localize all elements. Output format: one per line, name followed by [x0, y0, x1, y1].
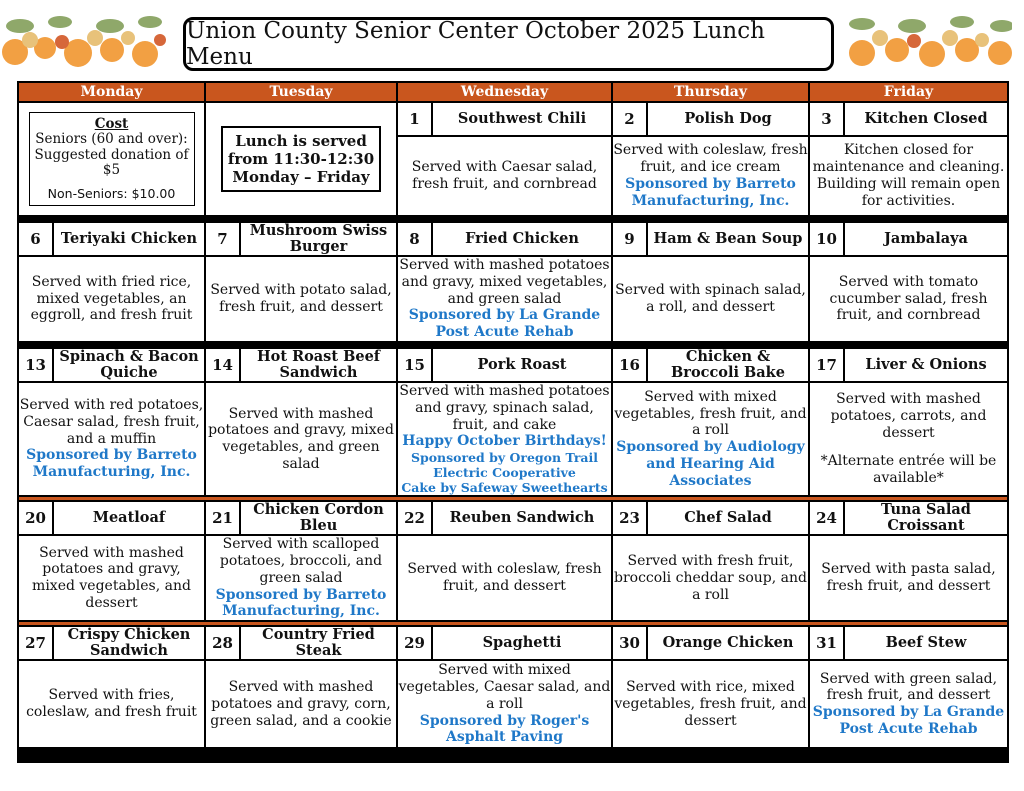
- day-description-cell: [612, 256, 809, 342]
- date-number: 16: [613, 349, 648, 381]
- day-header-cell: [612, 501, 809, 535]
- date-number: 6: [19, 223, 54, 255]
- dish-name: Southwest Chili: [457, 110, 587, 128]
- date-number: 22: [398, 502, 433, 534]
- date-number: 30: [613, 627, 648, 659]
- day-description-cell: [18, 382, 205, 496]
- date-number: 3: [810, 103, 845, 135]
- week-header-row: [18, 222, 1008, 256]
- meal-description: Served with red potatoes, Caesar salad, fresh fruit, and a muffin: [19, 397, 204, 447]
- day-header-cell: [809, 501, 1008, 535]
- cost-heading: Cost: [94, 115, 129, 132]
- meal-description: Served with spinach salad, a roll, and dessert: [615, 282, 806, 315]
- day-description-cell: [397, 136, 612, 216]
- day-header-cell: [397, 348, 612, 382]
- week-body-row: [18, 256, 1008, 342]
- dish-name: Fried Chicken: [465, 230, 579, 248]
- day-description-cell: [612, 136, 809, 216]
- day-description-cell: [205, 382, 397, 496]
- day-header-cell: [18, 348, 205, 382]
- cost-seniors: Seniors (60 and over): Suggested donation of $5: [34, 131, 189, 179]
- week-body-row: [18, 660, 1008, 748]
- week-header-row: [18, 626, 1008, 660]
- day-description-cell: [612, 535, 809, 621]
- alternate-note: *Alternate entrée will be available*: [820, 453, 997, 487]
- meal-description: Served with potato salad, fresh fruit, and dessert: [210, 282, 392, 315]
- dish-name: Ham & Bean Soup: [653, 230, 803, 248]
- pumpkin-garland-right: [842, 8, 1012, 70]
- day-header-cell: [612, 222, 809, 256]
- meal-description: Served with fried rice, mixed vegetables, an eggroll, and fresh fruit: [30, 273, 193, 324]
- date-number: 31: [810, 627, 845, 659]
- week-header-row: [18, 102, 1008, 136]
- sponsor-text: Sponsored by Audiology and Hearing Aid Associates: [616, 439, 805, 489]
- date-number: 7: [206, 223, 241, 255]
- dish-name: Pork Roast: [477, 356, 567, 374]
- sponsor-text: Sponsored by Barreto Manufacturing, Inc.: [625, 176, 796, 209]
- day-description-cell: [612, 660, 809, 748]
- date-number: 9: [613, 223, 648, 255]
- day-header-cell: [397, 222, 612, 256]
- cost-non-seniors: Non-Seniors: $10.00: [47, 185, 176, 201]
- meal-description: Served with mashed potatoes and gravy, mixed vegetables, and dessert: [32, 544, 191, 611]
- meal-description: Served with scalloped potatoes, broccoli, and green salad: [219, 536, 383, 586]
- date-number: 21: [206, 502, 241, 534]
- day-header-cell: [205, 501, 397, 535]
- date-number: 10: [810, 223, 845, 255]
- dish-name: Chicken & Broccoli Bake: [671, 348, 785, 381]
- sponsor-text: Sponsored by Barreto Manufacturing, Inc.: [26, 447, 197, 481]
- meal-description: Served with coleslaw, fresh fruit, and ice cream: [613, 142, 808, 176]
- date-number: 20: [19, 502, 54, 534]
- day-description-cell: [809, 136, 1008, 216]
- meal-description: Served with mashed potatoes and gravy, mixed vegetables, and green salad: [208, 405, 394, 472]
- dish-name: Liver & Onions: [865, 356, 987, 374]
- date-number: 14: [206, 349, 241, 381]
- day-description-cell: [809, 256, 1008, 342]
- day-header-cell: [612, 348, 809, 382]
- date-number: 17: [810, 349, 845, 381]
- day-header-cell: [612, 626, 809, 660]
- day-description-cell: [18, 660, 205, 748]
- dish-name: Crispy Chicken Sandwich: [67, 626, 191, 660]
- date-number: 28: [206, 627, 241, 659]
- page-title: Union County Senior Center October 2025 Lunch Menu: [183, 17, 834, 71]
- cost-cell: [18, 102, 205, 216]
- day-description-cell: [205, 660, 397, 748]
- day-header-tuesday: Tuesday: [205, 82, 397, 102]
- day-header-cell: [18, 626, 205, 660]
- day-description-cell: [18, 535, 205, 621]
- meal-description: Served with rice, mixed vegetables, fresh fruit, and dessert: [614, 678, 807, 729]
- dish-name: Hot Roast Beef Sandwich: [256, 348, 381, 381]
- dish-name: Polish Dog: [684, 110, 772, 128]
- day-description-cell: [809, 535, 1008, 621]
- day-header-cell: [205, 348, 397, 382]
- dish-name: Chicken Cordon Bleu: [253, 501, 384, 535]
- dish-name: Beef Stew: [885, 634, 967, 652]
- meal-description: Served with Caesar salad, fresh fruit, and cornbread: [411, 159, 598, 192]
- sponsor-text: Sponsored by Barreto Manufacturing, Inc.: [215, 586, 387, 620]
- meal-description: Served with fries, coleslaw, and fresh fruit: [26, 687, 197, 721]
- date-number: 24: [810, 502, 845, 534]
- week-body-row: [18, 535, 1008, 621]
- meal-description: Served with mashed potatoes and gravy, corn, green salad, and a cookie: [210, 678, 392, 729]
- sponsor-text-3: Cake by Safeway Sweethearts: [401, 480, 608, 496]
- meal-description: Served with mixed vegetables, fresh fruit, and a roll: [614, 388, 807, 439]
- date-number: 29: [398, 627, 433, 659]
- day-header-monday: Monday: [18, 82, 205, 102]
- day-header-cell: [397, 102, 612, 136]
- day-description-cell: [612, 382, 809, 496]
- sponsor-text: Happy October Birthdays!: [402, 433, 607, 450]
- day-header-thursday: Thursday: [612, 82, 809, 102]
- dish-name: Teriyaki Chicken: [60, 230, 198, 248]
- meal-description: Served with mixed vegetables, Caesar salad, and a roll: [398, 662, 611, 712]
- day-header-cell: [612, 102, 809, 136]
- meal-description: Kitchen closed for maintenance and cleaning. Building will remain open for activities.: [812, 142, 1005, 209]
- dish-name: Country Fried Steak: [262, 626, 375, 660]
- day-description-cell: [205, 256, 397, 342]
- day-description-cell: [397, 660, 612, 748]
- meal-description: Served with mashed potatoes and gravy, mixed vegetables, and green salad: [399, 257, 610, 307]
- pumpkin-garland-left: [0, 8, 170, 70]
- dish-name: Spinach & Bacon Quiche: [59, 348, 199, 381]
- day-description-cell: [809, 660, 1008, 748]
- dish-name: Orange Chicken: [662, 634, 794, 652]
- day-description-cell: [809, 382, 1008, 496]
- day-description-cell: [18, 256, 205, 342]
- day-header-cell: [18, 501, 205, 535]
- meal-description: Served with tomato cucumber salad, fresh fruit, and cornbread: [829, 273, 988, 324]
- day-description-cell: [205, 535, 397, 621]
- day-header-cell: [397, 501, 612, 535]
- dish-name: Tuna Salad Croissant: [881, 501, 971, 535]
- sponsor-text: Sponsored by La Grande Post Acute Rehab: [408, 307, 601, 341]
- dish-name: Jambalaya: [884, 230, 968, 248]
- day-header-friday: Friday: [809, 82, 1008, 102]
- day-description-cell: [397, 535, 612, 621]
- date-number: 27: [19, 627, 54, 659]
- week-body-row: [18, 382, 1008, 496]
- meal-description: Served with green salad, fresh fruit, and dessert: [819, 670, 998, 704]
- day-header-cell: [809, 222, 1008, 256]
- sponsor-text: Sponsored by Roger's Asphalt Paving: [419, 712, 590, 746]
- meal-description: Served with mashed potatoes, carrots, and dessert: [830, 391, 987, 441]
- day-header-wednesday: Wednesday: [397, 82, 612, 102]
- date-number: 13: [19, 349, 54, 381]
- date-number: 1: [398, 103, 433, 135]
- dish-name: Meatloaf: [92, 509, 166, 527]
- meal-description: Served with pasta salad, fresh fruit, and dessert: [821, 561, 996, 595]
- date-number: 2: [613, 103, 648, 135]
- dish-name: Spaghetti: [482, 634, 562, 652]
- day-description-cell: [397, 256, 612, 342]
- sponsor-text: Sponsored by La Grande Post Acute Rehab: [812, 704, 1005, 737]
- day-header-cell: [18, 222, 205, 256]
- day-header-cell: [809, 102, 1008, 136]
- date-number: 15: [398, 349, 433, 381]
- meal-description: Served with coleslaw, fresh fruit, and dessert: [407, 561, 602, 595]
- dish-name: Mushroom Swiss Burger: [249, 222, 388, 255]
- lunch-hours-cell: [205, 102, 397, 216]
- lunch-hours-note: Lunch is served from 11:30-12:30 Monday – Friday: [221, 126, 381, 192]
- meal-description: Served with mashed potatoes and gravy, spinach salad, fruit, and cake: [399, 383, 610, 433]
- cost-box: [29, 112, 195, 206]
- menu-calendar: [17, 81, 1009, 763]
- dish-name: Reuben Sandwich: [449, 509, 595, 527]
- dish-name: Kitchen Closed: [864, 110, 988, 128]
- meal-description: Served with fresh fruit, broccoli cheddar soup, and a roll: [614, 552, 807, 603]
- dish-name: Chef Salad: [684, 509, 772, 527]
- date-number: 23: [613, 502, 648, 534]
- week-header-row: [18, 348, 1008, 382]
- day-header-cell: [205, 626, 397, 660]
- day-header-cell: [397, 626, 612, 660]
- week-header-row: [18, 501, 1008, 535]
- sponsor-text-2: Sponsored by Oregon Trail Electric Cooperative: [410, 450, 599, 481]
- day-header-cell: [205, 222, 397, 256]
- day-description-cell: [397, 382, 612, 496]
- day-header-cell: [809, 626, 1008, 660]
- bottom-bar: [18, 748, 1008, 762]
- date-number: 8: [398, 223, 433, 255]
- day-header-cell: [809, 348, 1008, 382]
